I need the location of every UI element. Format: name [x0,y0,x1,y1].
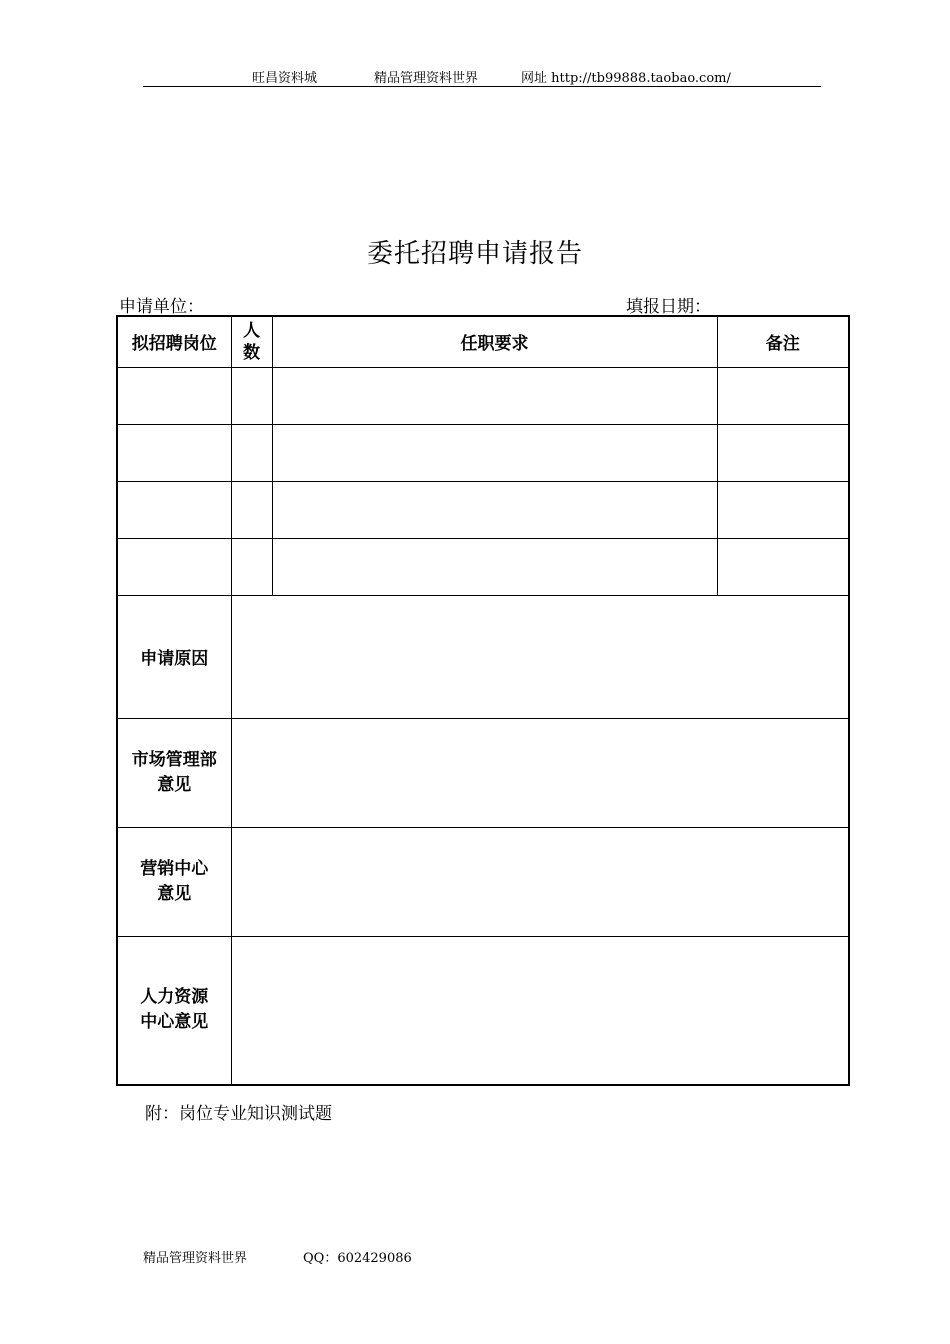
marketing-opinion-field[interactable] [231,718,849,827]
table-row [117,481,849,538]
requirements-cell[interactable] [272,424,717,481]
requirements-cell[interactable] [272,367,717,424]
col-header-count-line2: 数 [243,342,260,363]
document-title: 委托招聘申请报告 [366,239,583,269]
table-row [117,538,849,595]
hr-label-line1: 人力资源 [140,987,209,1008]
position-cell[interactable] [117,481,231,538]
header-slogan: 精品管理资料世界 [374,71,479,86]
hr-opinion-label [117,936,231,1085]
page-header [143,66,821,87]
hr-opinion-field[interactable] [231,936,849,1085]
header-shop-name: 旺昌资料城 [252,71,318,86]
col-header-count-line1: 人 [243,320,260,341]
reason-label: 申请原因 [117,595,231,718]
position-cell[interactable] [117,538,231,595]
header-website: 网址 http://tb99888.taobao.com/ [521,71,731,86]
hr-opinion-row [117,936,849,1085]
applicant-unit-label: 申请单位： [119,297,204,317]
marketing-label-line1: 市场管理部 [131,749,217,770]
col-header-remarks: 备注 [717,316,849,367]
hr-label-line2: 中心意见 [140,1012,209,1033]
remarks-cell[interactable] [717,367,849,424]
reason-row [117,595,849,718]
sales-label-line1: 营销中心 [140,858,209,879]
marketing-opinion-label [117,718,231,827]
fill-date-label: 填报日期： [626,297,711,317]
table-header-row [117,316,849,367]
requirements-cell[interactable] [272,538,717,595]
footer-qq: QQ：602429086 [303,1251,412,1266]
sales-label-line2: 意见 [157,883,192,904]
count-cell[interactable] [231,424,272,481]
sales-opinion-row [117,827,849,936]
reason-field[interactable] [231,595,849,718]
position-cell[interactable] [117,424,231,481]
col-header-count [231,316,272,367]
marketing-label-line2: 意见 [157,774,192,795]
col-header-position: 拟招聘岗位 [117,316,231,367]
position-cell[interactable] [117,367,231,424]
remarks-cell[interactable] [717,538,849,595]
col-header-requirements: 任职要求 [272,316,717,367]
recruitment-form-table [116,315,850,1086]
sales-opinion-field[interactable] [231,827,849,936]
requirements-cell[interactable] [272,481,717,538]
marketing-opinion-row [117,718,849,827]
attachment-note: 附：岗位专业知识测试题 [145,1104,332,1124]
count-cell[interactable] [231,538,272,595]
footer-brand: 精品管理资料世界 [143,1251,248,1266]
table-row [117,367,849,424]
remarks-cell[interactable] [717,424,849,481]
count-cell[interactable] [231,367,272,424]
remarks-cell[interactable] [717,481,849,538]
sales-opinion-label [117,827,231,936]
table-row [117,424,849,481]
page-footer [143,1247,468,1266]
count-cell[interactable] [231,481,272,538]
